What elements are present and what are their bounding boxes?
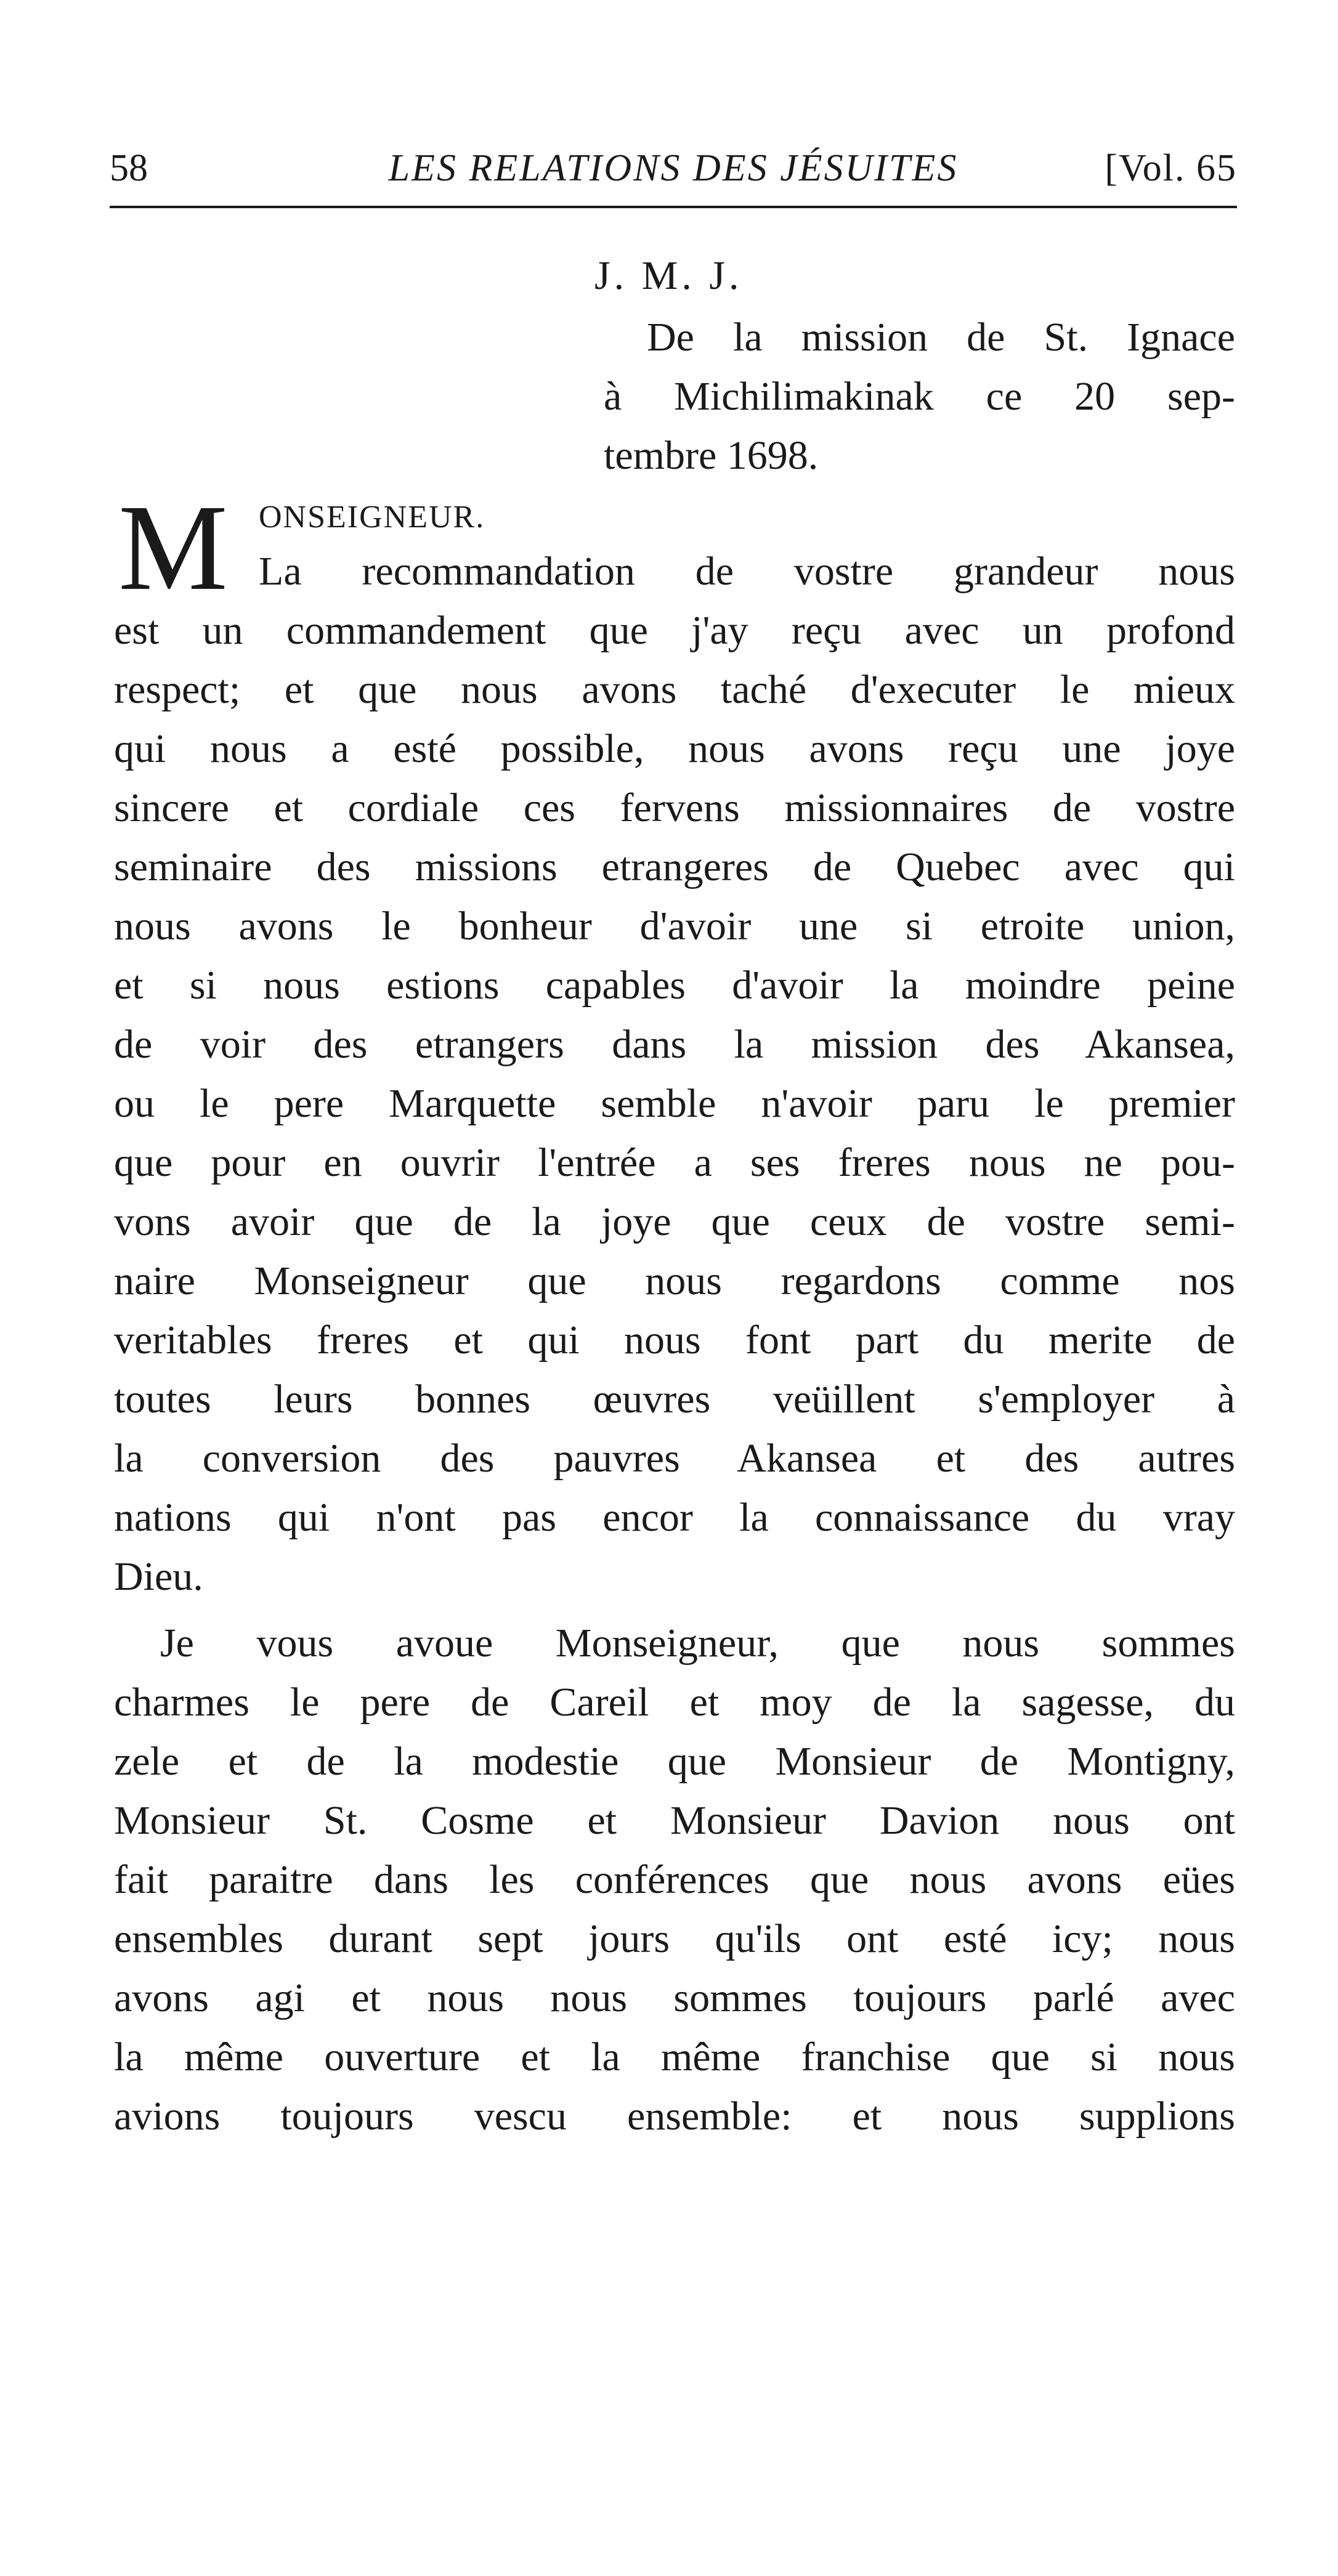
text-line: nations qui n'ont pas encor la connaissance du vray [114,1495,1235,1540]
text-line: nous avons le bonheur d'avoir une si etroite union, [114,904,1235,949]
text-line: respect; et que nous avons taché d'executer le mieux [114,667,1235,712]
text-line: zele et de la modestie que Monsieur de Montigny, [114,1739,1235,1784]
text-line: avons agi et nous nous sommes toujours parlé avec [114,1975,1235,2020]
volume-label: [Vol. 65 [1105,147,1237,189]
monogram: J. M. J. [594,253,743,298]
text-line: la même ouverture et la même franchise que si nous [114,2035,1235,2080]
dateline-line: De la mission de St. Ignace [647,315,1235,360]
text-line: ensembles durant sept jours qu'ils ont esté icy; nous [114,1916,1235,1961]
text-line: ou le pere Marquette semble n'avoir paru le premier [114,1081,1235,1126]
text-line: fait paraitre dans les conférences que nous avons eües [114,1857,1235,1902]
header-rule [110,206,1237,208]
text-line: seminaire des missions etrangeres de Quebec avec qui [114,844,1235,889]
text-line: la conversion des pauvres Akansea et des autres [114,1436,1235,1481]
page-number: 58 [110,147,148,189]
text-line: sincere et cordiale ces fervens missionnaires de vostre [114,785,1235,830]
running-title: LES RELATIONS DES JÉSUITES [388,147,959,189]
page-header [110,142,1237,197]
text-line: vons avoir que de la joye que ceux de vostre semi- [114,1199,1235,1244]
drop-cap: M [118,480,228,616]
text-line: naire Monseigneur que nous regardons comme nos [114,1258,1235,1303]
text-line: toutes leurs bonnes œuvres veüillent s'employer à [114,1377,1235,1422]
dateline-line: à Michilimakinak ce 20 sep- [604,374,1235,419]
text-line: Monsieur St. Cosme et Monsieur Davion nous ont [114,1798,1235,1843]
text-line: qui nous a esté possible, nous avons reçu une joye [114,726,1235,771]
text-line: Je vous avoue Monseigneur, que nous sommes [160,1621,1235,1666]
text-line: que pour en ouvrir l'entrée a ses freres nous ne pou- [114,1140,1235,1185]
text-line: La recommandation de vostre grandeur nous [259,549,1235,594]
text-line: Dieu. [114,1554,203,1599]
text-line: veritables freres et qui nous font part du merite de [114,1318,1235,1363]
text-line: charmes le pere de Careil et moy de la sagesse, du [114,1680,1235,1725]
dateline-line: tembre 1698. [604,433,819,478]
text-line: est un commandement que j'ay reçu avec un profond [114,608,1235,653]
text-line: de voir des etrangers dans la mission des Akansea, [114,1022,1235,1067]
salutation: ONSEIGNEUR. [259,500,485,535]
text-line: avions toujours vescu ensemble: et nous supplions [114,2094,1235,2139]
text-line: et si nous estions capables d'avoir la moindre peine [114,963,1235,1008]
